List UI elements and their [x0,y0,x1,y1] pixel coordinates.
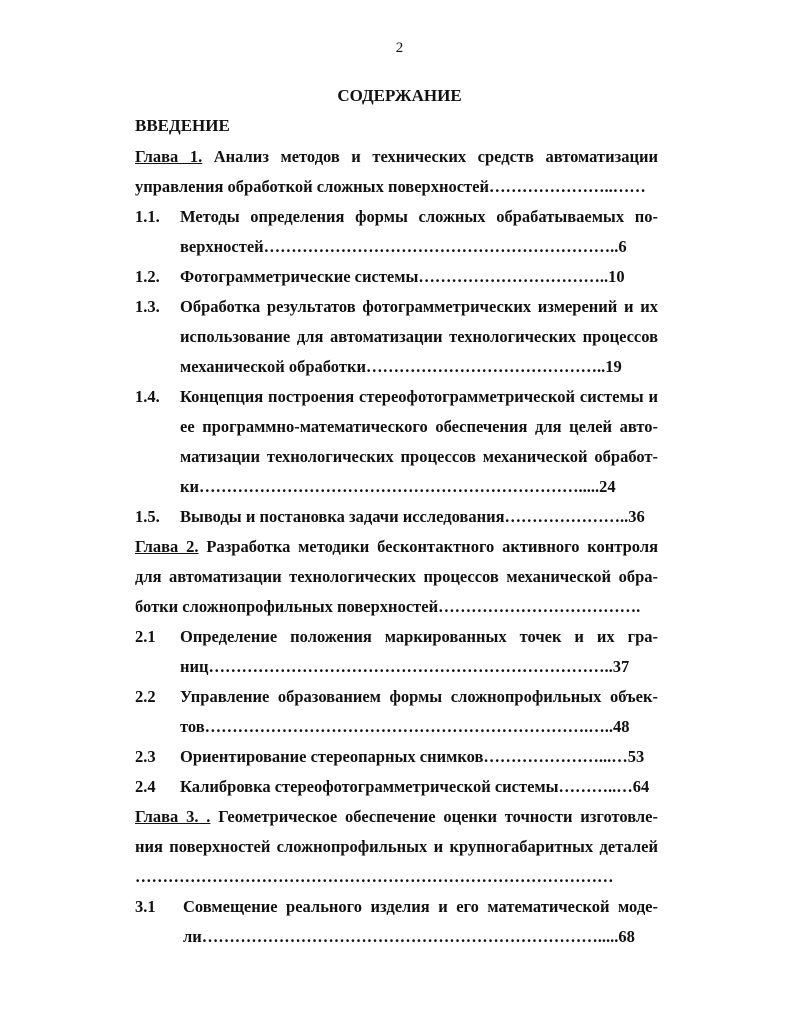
section-2-2-title-line2: тов…………………………………………………………….…..48 [180,717,630,736]
chapter-3-title-line3: …………………………………………………………………………… [135,867,614,886]
section-2-3-title: Ориентирование стереопарных снимков…………………...…53 [180,747,645,766]
section-1-1-title-line2: верхностей………………………………………………………..6 [180,237,627,256]
chapter-2-label: Глава 2. [135,537,199,556]
section-2-1-title-line1: Определение положения маркированных точек и их гра- [180,627,658,646]
section-2-1-title-line2: ниц………………………………………………………………..37 [180,657,630,676]
section-1-4-title-line3: матизации технологических процессов механической обработ- [180,447,658,466]
toc-section-number: 1.5. [135,507,160,526]
toc-chapter-3-heading [135,807,658,827]
toc-section-number: 2.3 [135,747,156,766]
section-3-1-title-line2: ли……………………………………………………………….....68 [183,927,635,946]
toc-section-number: 3.1 [135,897,156,916]
section-1-4-title-line4: ки…………………………………………………………….....24 [180,477,616,496]
toc-intro: ВВЕДЕНИЕ [135,116,230,135]
chapter-2-title-line3: ботки сложнопрофильных поверхностей………………………………. [135,597,641,616]
page-number: 2 [395,40,404,56]
toc-chapter-2-heading [135,537,658,557]
page-title: СОДЕРЖАНИЕ [337,86,462,105]
section-1-4-title-line2: ее программно-математического обеспечения для целей авто- [180,417,658,436]
section-3-1-title-line1: Совмещение реального изделия и его математической моде- [183,897,658,916]
toc-section-number: 1.2. [135,267,160,286]
chapter-3-label: Глава 3. . [135,807,211,826]
chapter-1-title-line1: Анализ методов и технических средств автоматизации [213,147,658,166]
toc-section-number: 2.2 [135,687,156,706]
section-2-4-title: Калибровка стереофотограмметрической системы………..…64 [180,777,650,796]
section-1-3-title-line1: Обработка результатов фотограмметрических измерений и их [180,297,658,316]
toc-section-number: 1.3. [135,297,160,316]
chapter-2-title-line1: Разработка методики бесконтактного активного контроля [206,537,658,556]
section-1-2-title: Фотограмметрические системы……………………………..10 [180,267,625,286]
toc-section-number: 2.1 [135,627,156,646]
section-1-4-title-line1: Концепция построения стереофотограмметрической системы и [180,387,658,406]
chapter-2-title-line2: для автоматизации технологических процессов механической обра- [135,567,658,586]
section-2-2-title-line1: Управление образованием формы сложнопрофильных объек- [180,687,658,706]
toc-chapter-1-heading [135,147,658,167]
chapter-1-label: Глава 1. [135,147,203,166]
toc-section-number: 2.4 [135,777,156,796]
section-1-3-title-line2: использование для автоматизации технологических процессов [180,327,658,346]
toc-section-number: 1.1. [135,207,160,226]
chapter-3-title-line1: Геометрическое обеспечение оценки точности изготовле- [218,807,658,826]
toc-section-number: 1.4. [135,387,160,406]
chapter-1-title-line2: управления обработкой сложных поверхностей…………………..…… [135,177,646,196]
section-1-3-title-line3: механической обработки……………………………………..19 [180,357,622,376]
section-1-5-title: Выводы и постановка задачи исследования…………………..36 [180,507,645,526]
section-1-1-title-line1: Методы определения формы сложных обрабатываемых по- [180,207,658,226]
chapter-3-title-line2: ния поверхностей сложнопрофильных и крупногабаритных деталей [135,837,658,856]
